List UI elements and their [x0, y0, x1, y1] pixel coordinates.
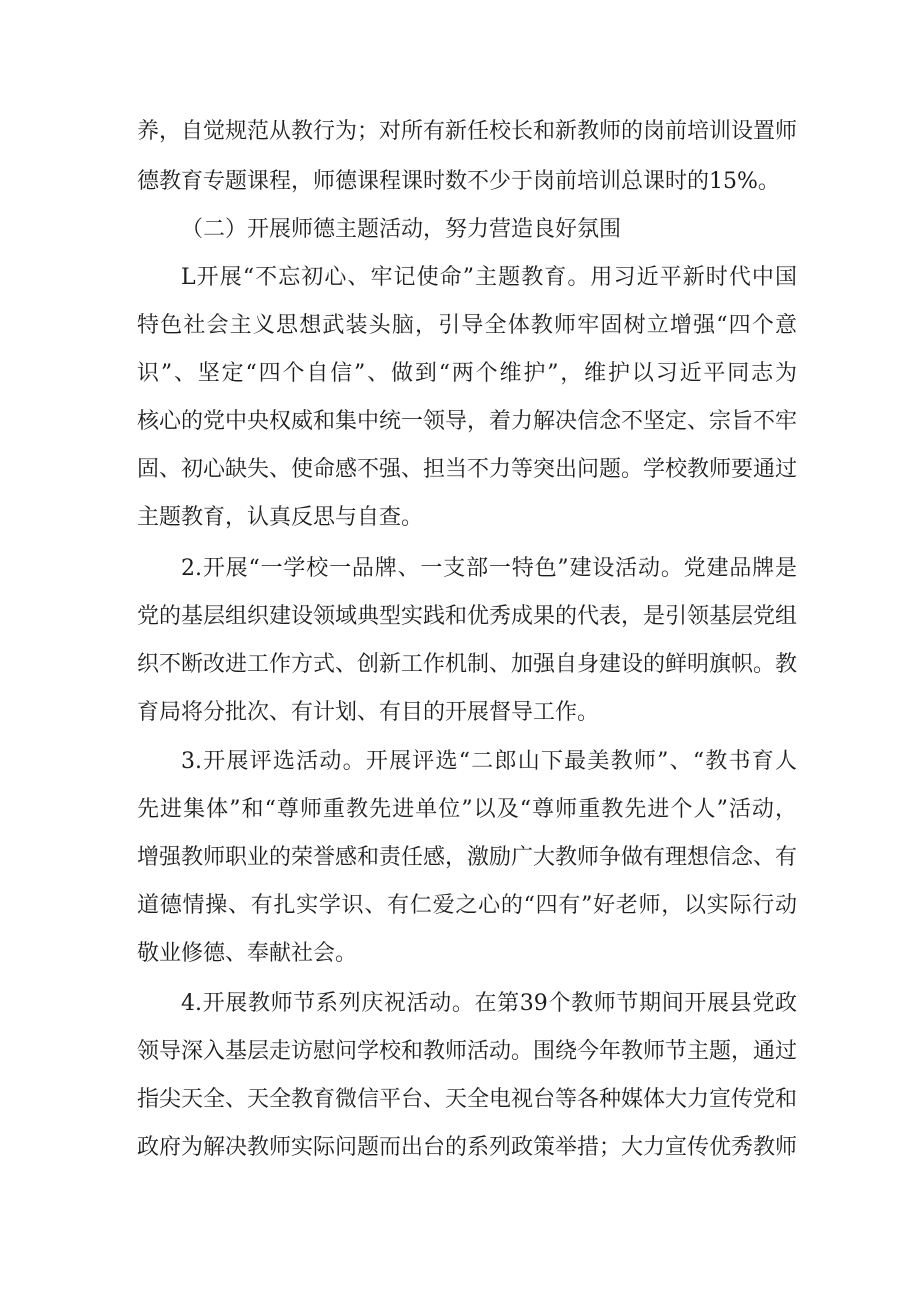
text-line: 敬业修德、奉献社会。 — [137, 941, 358, 966]
text-line: 4.开展教师节系列庆祝活动。在第39个教师节期间开展县党政 — [181, 991, 797, 1016]
text-line: 织不断改进工作方式、创新工作机制、加强自身建设的鲜明旗帜。教 — [137, 652, 798, 677]
text-line: 主题教育，认真反思与自查。 — [137, 505, 424, 530]
text-line: 指尖天全、天全教育微信平台、天全电视台等各种媒体大力宣传党和 — [137, 1087, 798, 1112]
text-line: 识”、坚定“四个自信”、做到“两个维护”，维护以习近平同志为 — [137, 361, 797, 386]
text-line: 领导深入基层走访慰问学校和教师活动。围绕今年教师节主题，通过 — [137, 1039, 798, 1064]
text-line: 养，自觉规范从教行为；对所有新任校长和新教师的岗前培训设置师 — [137, 119, 798, 144]
text-line: 政府为解决教师实际问题而出台的系列政策举措；大力宣传优秀教师 — [137, 1135, 798, 1160]
text-line: 先进集体”和“尊师重教先进单位”以及“尊师重教先进个人”活动， — [137, 797, 797, 822]
text-line: 党的基层组织建设领域典型实践和优秀成果的代表，是引领基层党组 — [137, 604, 798, 629]
text-line: 3.开展评选活动。开展评选“二郎山下最美教师”、“教书育人 — [181, 749, 797, 774]
text-line: 道德情操、有扎实学识、有仁爱之心的“四有”好老师，以实际行动 — [137, 893, 797, 918]
text-line: L开展“不忘初心、牢记使命”主题教育。用习近平新时代中国 — [181, 265, 797, 290]
text-line: 增强教师职业的荣誉感和责任感，激励广大教师争做有理想信念、有 — [137, 845, 798, 870]
text-line: 育局将分批次、有计划、有目的开展督导工作。 — [137, 700, 600, 725]
text-line: 固、初心缺失、使命感不强、担当不力等突出问题。学校教师要通过 — [137, 457, 798, 482]
text-line: 特色社会主义思想武装头脑，引导全体教师牢固树立增强“四个意 — [137, 313, 797, 338]
text-line: 德教育专题课程，师德课程课时数不少于岗前培训总课时的15%。 — [137, 169, 780, 194]
text-line: 2.开展“一学校一品牌、一支部一特色”建设活动。党建品牌是 — [181, 556, 797, 581]
section-heading: （二）开展师德主题活动，努力营造良好氛围 — [181, 217, 622, 242]
text-line: 核心的党中央权威和集中统一领导，着力解决信念不坚定、宗旨不牢 — [137, 409, 798, 434]
